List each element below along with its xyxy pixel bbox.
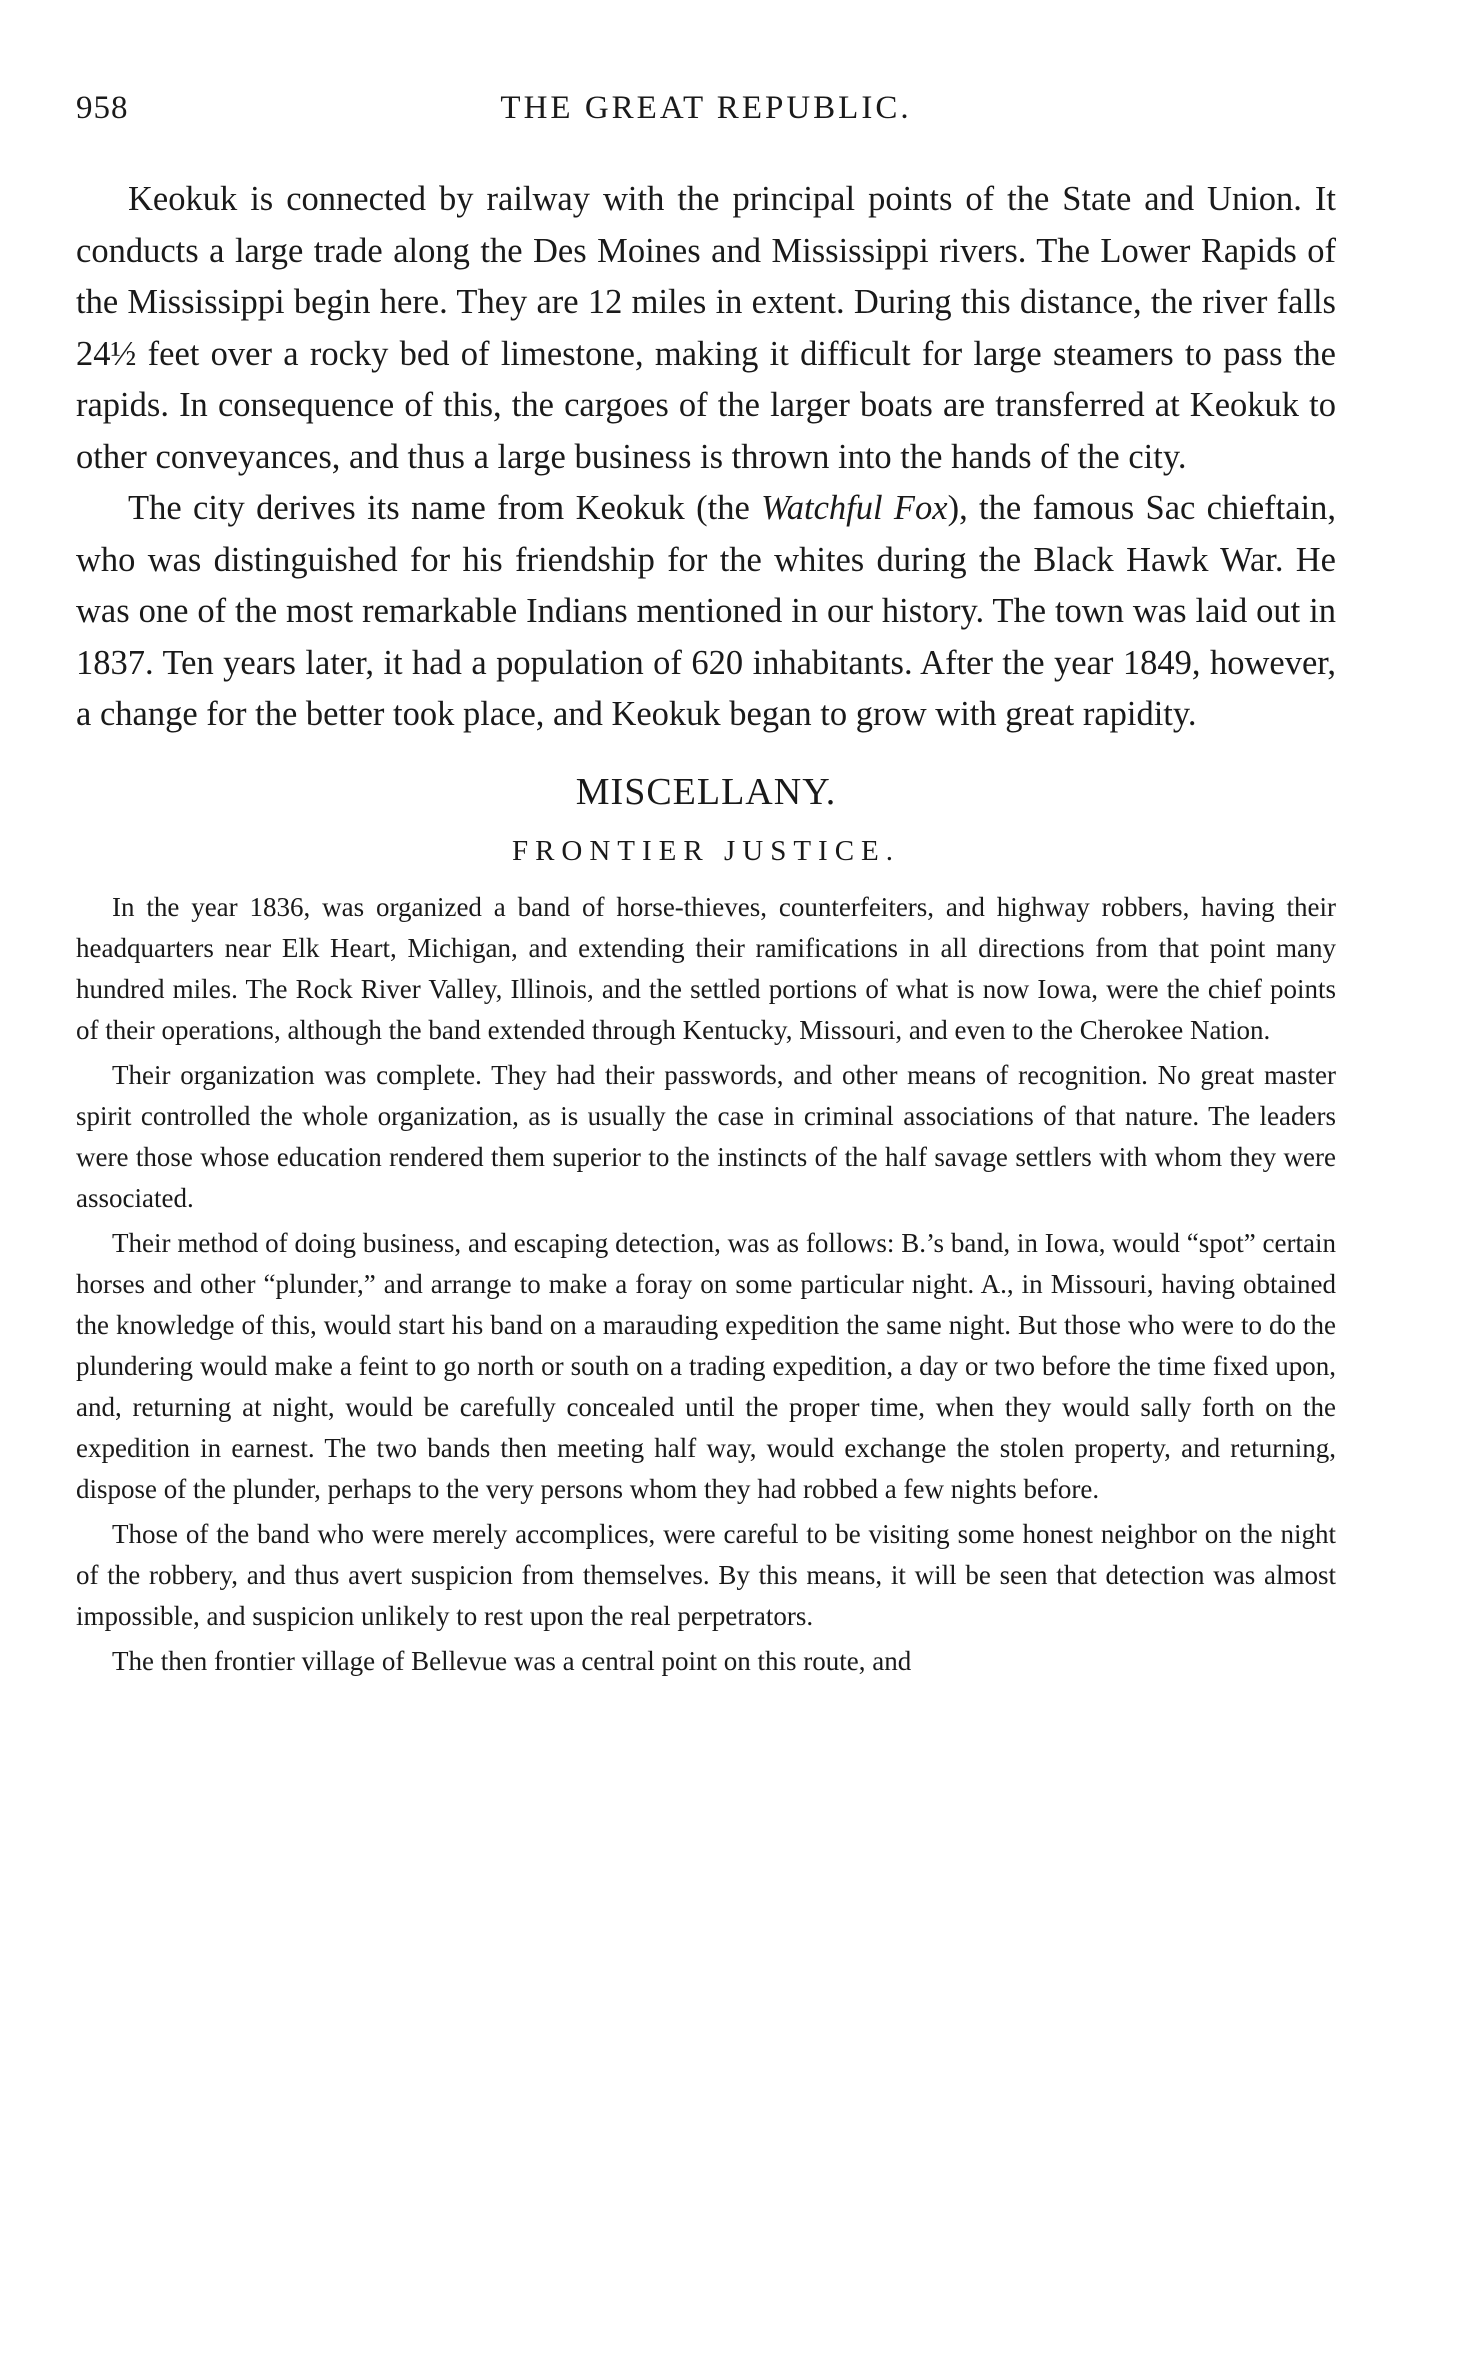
paragraph: Their organization was complete. They had their passwords, and other means of recognition. No great master spirit controlled the whole organization, as is usually the case in criminal associations of that nature. The leaders were those whose education rendered them superior to the instincts of the half savage settlers with whom they were associated. [76, 1059, 1336, 1213]
book-page [76, 90, 1336, 1682]
section-subheading: FRONTIER JUSTICE. [511, 834, 901, 867]
paragraph-keokuk-name: The city derives its name from Keokuk (the Watchful Fox), the famous Sac chieftain, who was distinguished for his friendship for the whites during the Black Hawk War. He was one of the most remarkable Indians mentioned in our history. The town was laid out in 1837. Ten years later, it had a population of 620 inhabitants. After the year 1849, however, a change for the better took place, and Keokuk began to grow with great rapidity. [76, 489, 1336, 733]
main-text [76, 174, 1336, 741]
page-number: 958 [76, 90, 129, 126]
paragraph: In the year 1836, was organized a band of horse-thieves, counterfeiters, and highway robbers, having their headquarters near Elk Heart, Michigan, and extending their ramifications in all directions from that point many hundred miles. The Rock River Valley, Illinois, and the settled portions of what is now Iowa, were the chief points of their operations, although the band extended through Kentucky, Missouri, and even to the Cherokee Nation. [76, 891, 1336, 1045]
running-head [76, 90, 1336, 146]
paragraph: Those of the band who were merely accomplices, were careful to be visiting some honest neighbor on the night of the robbery, and thus avert suspicion from themselves. By this means, it will be seen that detection was almost impossible, and suspicion unlikely to rest upon the real perpetrators. [76, 1518, 1336, 1631]
italic-phrase: Watchful Fox [761, 489, 948, 527]
section-heading: MISCELLANY. [575, 770, 837, 813]
running-title: THE GREAT REPUBLIC. [500, 90, 912, 126]
miscellany-text [76, 887, 1336, 1682]
paragraph: Their method of doing business, and escaping detection, was as follows: B.’s band, in Iowa, would “spot” certain horses and other “plunder,” and arrange to make a foray on some particular night. A., in Missouri, having obtained the knowledge of this, would start his band on a marauding expedition the same night. But those who were to do the plundering would make a feint to go north or south on a trading expedition, a day or two before the time fixed upon, and, returning at night, would be carefully concealed until the proper time, when they would sally forth on the expedition in earnest. The two bands then meeting half way, would exchange the stolen property, and returning, dispose of the plunder, perhaps to the very persons whom they had robbed a few nights before. [76, 1227, 1336, 1504]
paragraph-keokuk-trade: Keokuk is connected by railway with the principal points of the State and Union. It conducts a large trade along the Des Moines and Mississippi rivers. The Lower Rapids of the Mississippi begin here. They are 12 miles in extent. During this distance, the river falls 24½ feet over a rocky bed of limestone, making it difficult for large steamers to pass the rapids. In consequence of this, the cargoes of the larger boats are transferred at Keokuk to other conveyances, and thus a large business is thrown into the hands of the city. [76, 180, 1336, 476]
paragraph: The then frontier village of Bellevue was a central point on this route, and [112, 1645, 912, 1676]
